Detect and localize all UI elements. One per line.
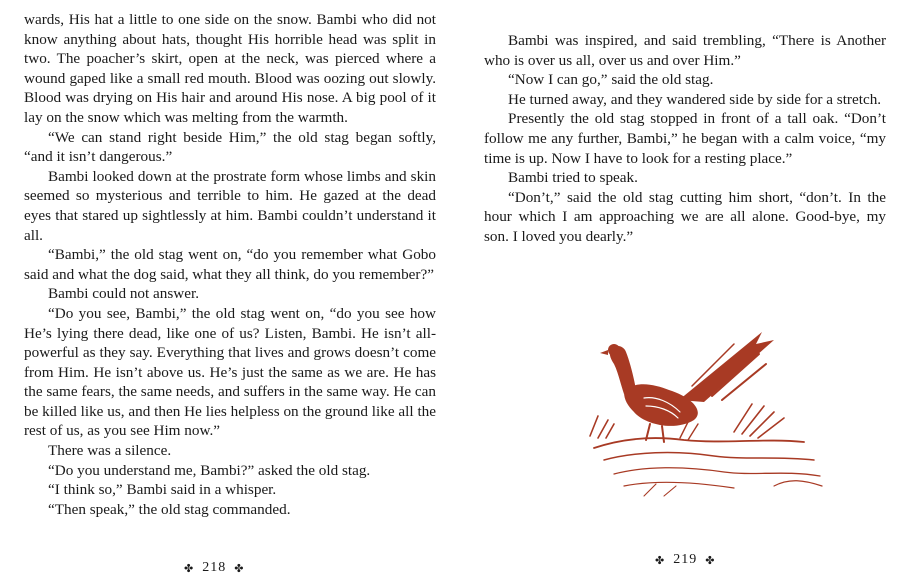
right-page-text <box>484 31 886 247</box>
page-number <box>655 552 715 568</box>
paragraph: Presently the old stag stopped in front of a tall oak. “Don’t follow me any further, Bambi,” he began with a calm voice, “my time is up. Now I have to look for a resting place.” <box>484 110 886 167</box>
page-number-value: 219 <box>673 552 698 567</box>
ornament-icon: ✤ <box>234 562 245 575</box>
ornament-icon: ✤ <box>705 554 716 567</box>
ornament-icon: ✤ <box>655 554 666 567</box>
paragraph: There was a silence. <box>48 442 172 460</box>
paragraph: “Then speak,” the old stag commanded. <box>48 500 291 518</box>
paragraph: “I think so,” Bambi said in a whisper. <box>48 481 277 499</box>
paragraph: Bambi looked down at the prostrate form whose limbs and skin seemed so mysterious and terrible to him. He gazed at the dead eyes that stared up sightlessly at him. Bambi couldn’t understand it all. <box>24 167 436 244</box>
paragraph: wards, His hat a little to one side on the snow. Bambi who did not know anything about hats, thought His horrible head was split in two. The poacher’s skirt, open at the neck, was pierced where a wound gaped like a small red mouth. Blood was oozing out slowly. Blood was drying on His hair and around His nose. A big pool of it lay on the snow which was melting from the warmth. <box>24 11 436 126</box>
paragraph: “Bambi,” the old stag went on, “do you remember what Gobo said and what the dog said, what they all think, do you remember?” <box>24 246 436 283</box>
page-number-value: 218 <box>202 560 227 575</box>
paragraph: He turned away, and they wandered side by side for a stretch. <box>508 90 882 108</box>
paragraph: “Don’t,” said the old stag cutting him short, “don’t. In the hour which I am approaching we are all alone. Good-bye, my son. I loved you dearly.” <box>484 188 886 245</box>
left-page-text <box>24 10 436 519</box>
paragraph: Bambi was inspired, and said trembling, “There is Another who is over us all, over us and over Him.” <box>484 32 886 69</box>
paragraph: Bambi tried to speak. <box>508 169 638 187</box>
paragraph: “Do you understand me, Bambi?” asked the old stag. <box>48 461 371 479</box>
right-page <box>454 0 908 584</box>
page-number <box>184 560 244 576</box>
paragraph: “Now I can go,” said the old stag. <box>508 71 714 89</box>
pheasant-illustration-icon <box>584 320 834 500</box>
paragraph: Bambi could not answer. <box>48 285 200 303</box>
ornament-icon: ✤ <box>184 562 195 575</box>
paragraph: “Do you see, Bambi,” the old stag went on, “do you see how He’s lying there dead, like one of us? Listen, Bambi. He isn’t all-powerful as they say. Everything that lives and grows doesn’t come from Him. He isn’t above us. He’s just the same as we are. He has the same fears, the same needs, and suffers in the same way. He can be killed like us, and then He lies helpless on the ground like all the rest of us, as you see Him now.” <box>24 304 437 440</box>
paragraph: “We can stand right beside Him,” the old stag began softly, “and it isn’t dangerous.” <box>24 128 436 166</box>
